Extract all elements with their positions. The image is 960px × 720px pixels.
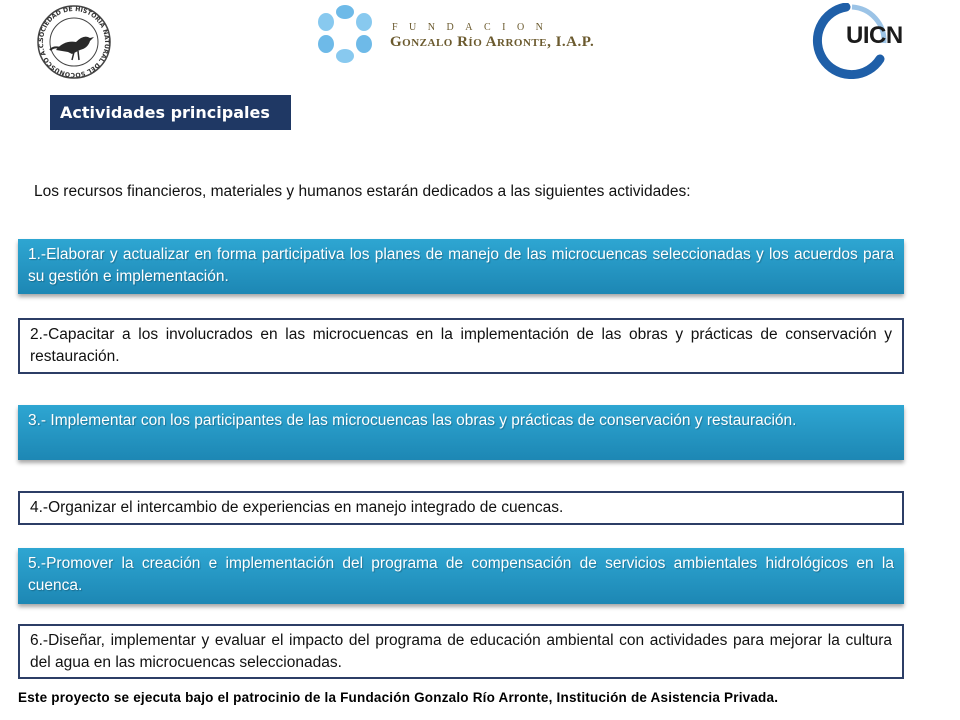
activity-box-2: 2.-Capacitar a los involucrados en las microcuencas en la implementación de las obras y prácticas de conservación y restauración. — [18, 318, 904, 374]
fgra-fundacion-label: FUNDACION — [392, 22, 555, 33]
activity-box-1: 1.-Elaborar y actualizar en forma participativa los planes de manejo de las microcuencas seleccionadas y los acuerdos para su gestión e implementación. — [18, 239, 904, 294]
fgra-name-label: Gonzalo Río Arronte, I.A.P. — [390, 34, 595, 50]
society-ring-text: SOCIEDAD DE HISTORIA NATURAL DEL SOCONUSCO A.C. — [37, 5, 111, 79]
sponsorship-footer: Este proyecto se ejecuta bajo el patrocinio de la Fundación Gonzalo Río Arronte, Institución de Asistencia Privada. — [18, 690, 779, 705]
activity-box-4: 4.-Organizar el intercambio de experiencias en manejo integrado de cuencas. — [18, 491, 904, 525]
fgra-water-logo-icon — [312, 2, 378, 66]
fgra-wordmark — [390, 22, 595, 56]
activity-box-5: 5.-Promover la creación e implementación del programa de compensación de servicios ambientales hidrológicos en la cuenca. — [18, 548, 904, 604]
activity-box-3: 3.- Implementar con los participantes de las microcuencas las obras y prácticas de conservación y restauración. — [18, 405, 904, 460]
intro-text: Los recursos financieros, materiales y humanos estarán dedicados a las siguientes actividades: — [34, 183, 691, 200]
activity-box-6: 6.-Diseñar, implementar y evaluar el impacto del programa de educación ambiental con actividades para mejorar la cultura del agua en las microcuencas seleccionadas. — [18, 624, 904, 679]
page-title: Actividades principales — [50, 95, 291, 130]
society-logo — [34, 4, 114, 80]
uicn-logo-label: UICN — [846, 22, 903, 49]
